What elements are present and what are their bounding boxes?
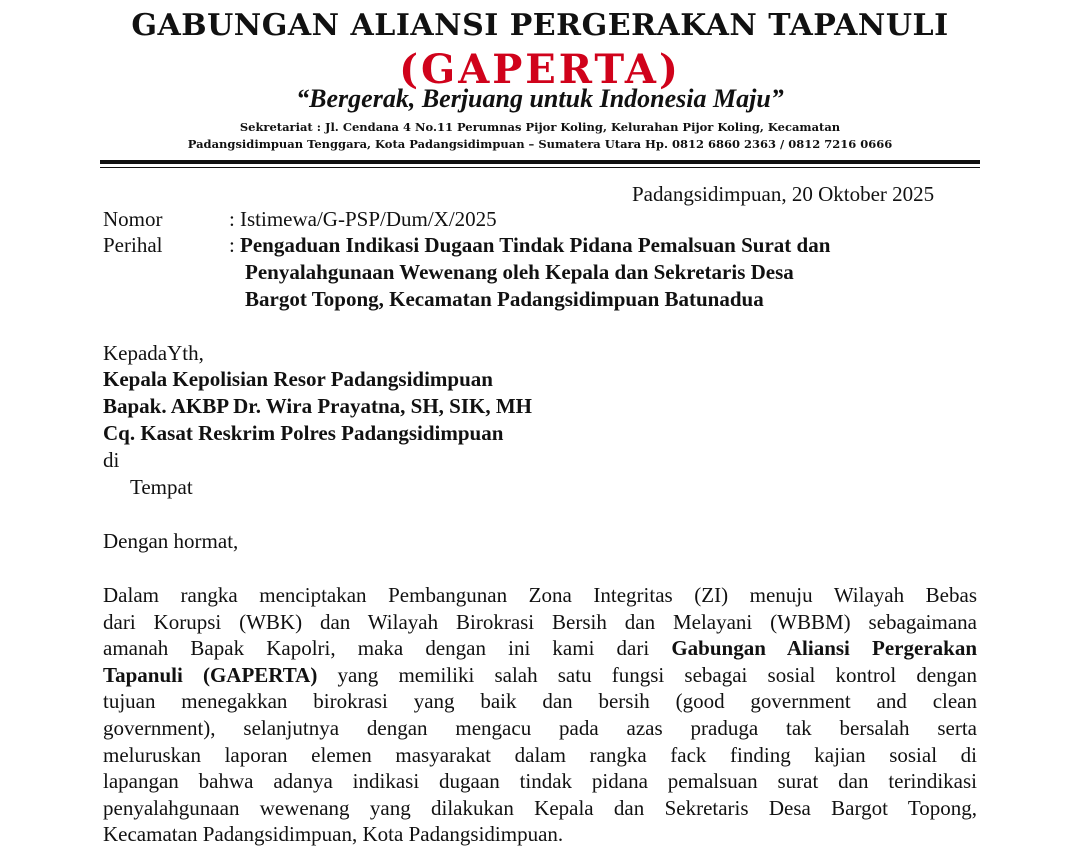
paragraph-text: yang memiliki salah satu fungsi sebagai sosial kontrol dengan	[337, 662, 978, 687]
body-paragraph	[103, 582, 977, 848]
paragraph-text: amanah Bapak Kapolri, maka dengan ini kami dari	[103, 636, 650, 661]
recipient-line2: Bapak. AKBP Dr. Wira Prayatna, SH, SIK, MH	[103, 394, 533, 418]
secretariat-address-line2: Padangsidimpuan Tenggara, Kota Padangsidimpuan – Sumatera Utara Hp. 0812 6860 2363 / 0812 7216 0666	[187, 137, 893, 151]
perihal-colon: :	[229, 233, 235, 257]
secretariat-address-line1: Sekretariat : Jl. Cendana 4 No.11 Perumnas Pijor Koling, Kelurahan Pijor Koling, Kecamatan	[239, 120, 841, 134]
nomor-label: Nomor	[103, 207, 163, 231]
salutation: Dengan hormat,	[103, 529, 239, 553]
perihal-line3: Bargot Topong, Kecamatan Padangsidimpuan Batunadua	[245, 287, 764, 311]
paragraph-line: Kecamatan Padangsidimpuan, Kota Padangsidimpuan.	[103, 822, 564, 847]
perihal-line2: Penyalahgunaan Wewenang oleh Kepala dan Sekretaris Desa	[245, 260, 794, 284]
paragraph-line: meluruskan laporan elemen masyarakat dalam rangka fack finding kajian sosial di	[103, 742, 977, 767]
nomor-colon: :	[229, 207, 235, 231]
organization-name: GABUNGAN ALIANSI PERGERAKAN TAPANULI	[131, 8, 949, 43]
paragraph-line: lapangan bahwa adanya indikasi dugaan tindak pidana pemalsuan surat dan terindikasi	[103, 769, 977, 794]
organization-motto: “Bergerak, Berjuang untuk Indonesia Maju”	[296, 84, 784, 113]
paragraph-line: dari Korupsi (WBK) dan Wilayah Birokrasi Bersih dan Melayani (WBBM) sebagaimana	[103, 609, 977, 634]
letterhead-divider-thick	[100, 160, 980, 164]
perihal-line1: Pengaduan Indikasi Dugaan Tindak Pidana Pemalsuan Surat dan	[240, 233, 831, 257]
paragraph-line	[103, 635, 977, 662]
recipient-di: di	[103, 448, 120, 472]
recipient-greeting: KepadaYth,	[103, 341, 204, 365]
recipient-line1: Kepala Kepolisian Resor Padangsidimpuan	[103, 367, 493, 391]
nomor-value: Istimewa/G-PSP/Dum/X/2025	[240, 207, 497, 231]
perihal-label: Perihal	[103, 233, 163, 257]
paragraph-line: government), selanjutnya dengan mengacu pada azas praduga tak bersalah serta	[103, 715, 977, 740]
letterhead-divider-thin	[100, 167, 980, 168]
paragraph-org-name: Tapanuli (GAPERTA)	[103, 662, 318, 687]
paragraph-org-name: Gabungan Aliansi Pergerakan	[671, 636, 977, 661]
paragraph-line: Dalam rangka menciptakan Pembangunan Zona Integritas (ZI) menuju Wilayah Bebas	[103, 583, 977, 607]
paragraph-line: tujuan menegakkan birokrasi yang baik dan bersih (good government and clean	[103, 689, 977, 714]
organization-abbreviation: (GAPERTA)	[399, 46, 681, 93]
recipient-line3: Cq. Kasat Reskrim Polres Padangsidimpuan	[103, 421, 504, 445]
place-date: Padangsidimpuan, 20 Oktober 2025	[632, 182, 935, 206]
paragraph-line	[103, 662, 977, 689]
paragraph-line: penyalahgunaan wewenang yang dilakukan Kepala dan Sekretaris Desa Bargot Topong,	[103, 795, 977, 820]
recipient-tempat: Tempat	[130, 475, 193, 499]
